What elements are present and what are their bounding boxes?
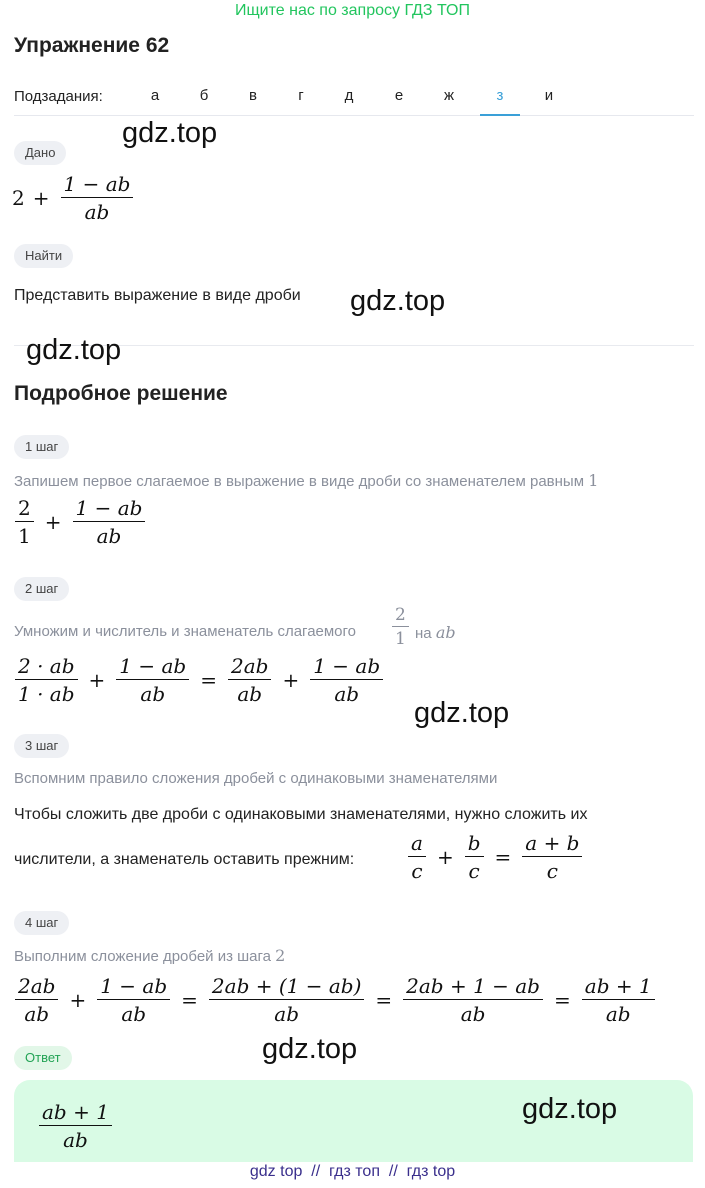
tab-i[interactable]: и [544,87,554,104]
step2-frac4 [310,654,383,706]
step2-inline-frac [392,605,409,649]
step4-text [14,946,285,965]
answer-badge: Ответ [14,1046,72,1070]
step4-text-value: 2 [275,946,286,965]
footer-links[interactable] [0,1163,705,1181]
rule-op: + [436,845,454,869]
given-whole: 2 [12,186,25,210]
step1-frac1 [15,496,34,548]
step4-num5: ab + 1 [582,974,655,1000]
step4-den1: ab [24,1002,50,1026]
step4-frac3 [209,974,364,1026]
step4-eq2: = [375,988,393,1012]
step2-den2: ab [140,682,166,706]
step4-frac5 [582,974,655,1026]
step4-text-main: Выполним сложение дробей из шага [14,948,271,965]
step4-eq3: = [554,988,571,1012]
answer-den: ab [63,1128,88,1152]
step2-den1: 1 · ab [18,682,75,706]
step1-text-value: 1 [588,471,599,490]
subtasks-nav [14,80,694,116]
step2-op2: + [282,668,300,692]
step2-eq: = [200,668,217,692]
watermark: gdz.top [522,1093,618,1125]
step3-rule-expression [405,831,585,883]
rule-frac2 [465,831,484,883]
step3-rule-line2: числители, а знаменатель оставить прежним: [14,851,355,868]
rule-frac1 [408,831,426,883]
tab-e[interactable]: е [394,87,404,104]
step2-frac2 [116,654,189,706]
given-op: + [32,186,50,210]
step2-text-before: Умножим и числитель и знаменатель слагаемого [14,623,357,640]
rule-num2: b [465,831,484,857]
rule-den2: c [468,859,480,883]
watermark: gdz.top [26,334,122,366]
step4-expression [12,974,658,1026]
step4-frac2 [97,974,170,1026]
tab-v[interactable]: в [249,87,257,104]
step2-num3: 2ab [228,654,271,680]
tab-d[interactable]: д [344,87,354,104]
step2-op1: + [88,668,106,692]
step2-inline-fraction [389,605,412,649]
step1-den1: 1 [18,524,31,548]
step3-badge: 3 шаг [14,734,69,758]
step3-rule-line1: Чтобы сложить две дроби с одинаковыми знаменателями, нужно сложить их [14,806,588,823]
step2-text-na: на [415,625,432,642]
watermark: gdz.top [414,697,510,729]
exercise-title: Упражнение 62 [14,34,170,57]
step4-frac4 [403,974,543,1026]
step3-text: Вспомним правило сложения дробей с одинаковыми знаменателями [14,770,498,787]
answer-expression [36,1100,115,1152]
watermark: gdz.top [122,117,218,149]
step2-text-mid [415,623,456,642]
find-badge: Найти [14,244,73,268]
rule-num1: a [408,831,426,857]
rule-num3: a + b [522,831,582,857]
step1-badge: 1 шаг [14,435,69,459]
step2-badge: 2 шаг [14,577,69,601]
step1-num1: 2 [15,496,34,522]
step4-badge: 4 шаг [14,911,69,935]
step4-den5: ab [605,1002,631,1026]
rule-den1: c [411,859,423,883]
rule-eq: = [494,845,512,869]
step1-num2: 1 − ab [73,496,146,522]
tab-g[interactable]: г [298,87,304,104]
given-expression [12,172,136,224]
step2-frac3 [228,654,271,706]
step4-den3: ab [274,1002,300,1026]
step4-eq1: = [181,988,198,1012]
tab-z-active[interactable]: з [480,80,520,116]
step2-den3: ab [237,682,263,706]
rule-den3: c [546,859,558,883]
step1-frac2 [73,496,146,548]
given-num: 1 − ab [61,172,134,198]
step4-num4: 2ab + 1 − ab [403,974,543,1000]
step2-num2: 1 − ab [116,654,189,680]
subtasks-label: Подзадания: [14,88,103,105]
watermark: gdz.top [350,285,446,317]
step2-inline-num: 2 [392,605,409,627]
given-den: ab [84,200,110,224]
step2-den4: ab [334,682,360,706]
tab-b[interactable]: б [199,87,209,104]
given-fraction [61,172,134,224]
step2-text-var: ab [435,623,456,642]
given-badge: Дано [14,141,66,165]
step2-inline-den: 1 [395,629,406,649]
step2-num1: 2 · ab [15,654,78,680]
step1-expression [12,496,148,548]
step1-den2: ab [96,524,122,548]
answer-num: ab + 1 [39,1100,112,1126]
step2-expression [12,654,386,706]
tab-zh[interactable]: ж [443,87,455,104]
step1-op: + [44,510,62,534]
answer-fraction [39,1100,112,1152]
step4-den4: ab [460,1002,486,1026]
step2-num4: 1 − ab [310,654,383,680]
top-banner[interactable]: Ищите нас по запросу ГДЗ ТОП [235,2,470,19]
rule-frac3 [522,831,582,883]
step4-den2: ab [121,1002,147,1026]
solution-title: Подробное решение [14,382,228,405]
footer-text[interactable]: gdz top // гдз топ // гдз top [249,1163,456,1180]
step4-frac1 [15,974,58,1026]
tab-a[interactable]: а [150,87,160,104]
step1-text-main: Запишем первое слагаемое в выражение в виде дроби со знаменателем равным [14,473,585,490]
step4-num1: 2ab [15,974,58,1000]
watermark: gdz.top [262,1033,358,1065]
step4-op: + [69,988,87,1012]
step1-text [14,471,598,490]
step4-num3: 2ab + (1 − ab) [209,974,364,1000]
step2-frac1 [15,654,78,706]
find-text: Представить выражение в виде дроби [14,287,301,304]
step4-num2: 1 − ab [97,974,170,1000]
